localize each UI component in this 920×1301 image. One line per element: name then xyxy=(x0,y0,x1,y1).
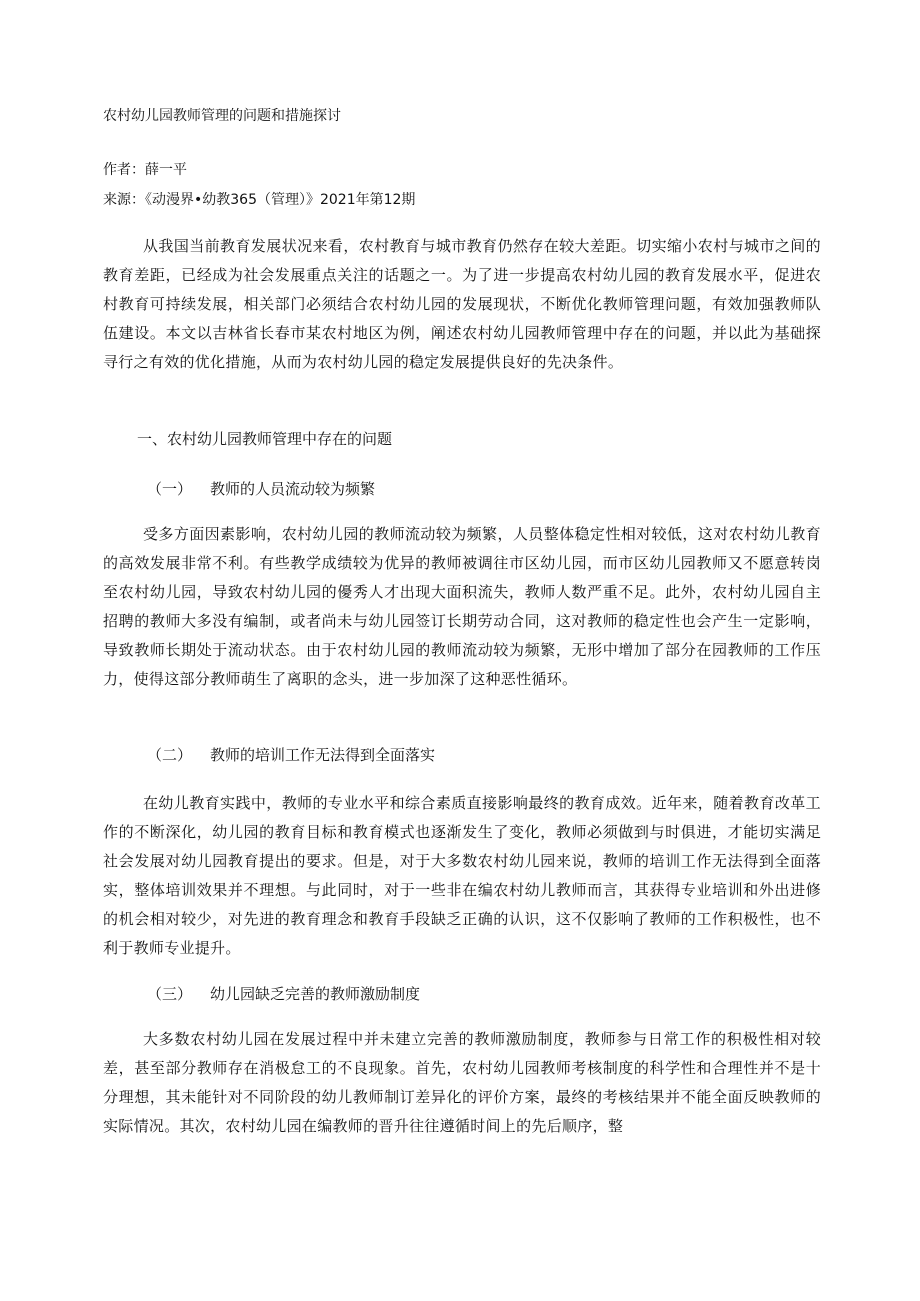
subsection-title: 教师的培训工作无法得到全面落实 xyxy=(210,746,436,764)
body-paragraph: 受多方面因素影响，农村幼儿园的教师流动较为频繁，人员整体稳定性相对较低，这对农村幼儿教育的高效发展非常不利。有些教学成绩较为优异的教师被调往市区幼儿园，而市区幼儿园教师又不愿意转岗至农村幼儿园，导致农村幼儿园的優秀人才出现大面积流失，教师人数严重不足。此外，农村幼儿园自主招聘的教师大多没有编制，或者尚未与幼儿园签订长期劳动合同，这对教师的稳定性也会产生一定影响，导致教师长期处于流动状态。由于农村幼儿园的教师流动较为频繁，无形中增加了部分在园教师的工作压力，使得这部分教师萌生了离职的念头，进一步加深了这种恶性循环。 xyxy=(103,525,821,688)
subsection-number: （一） xyxy=(147,480,193,498)
intro-paragraph: 从我国当前教育发展状况来看，农村教育与城市教育仍然存在较大差距。切实缩小农村与城市之间的教育差距，已经成为社会发展重点关注的话题之一。为了进一步提高农村幼儿园的教育发展水平，促进农村教育可持续发展，相关部门必须结合农村幼儿园的发展现状，不断优化教师管理问题，有效加强教师队伍建设。本文以吉林省长春市某农村地区为例，阐述农村幼儿园教师管理中存在的问题，并以此为基础探寻行之有效的优化措施，从而为农村幼儿园的稳定发展提供良好的先决条件。 xyxy=(103,237,821,371)
body-paragraph: 在幼儿教育实践中，教师的专业水平和综合素质直接影响最终的教育成效。近年来，随着教育改革工作的不断深化，幼儿园的教育目标和教育模式也逐渐发生了变化，教师必须做到与时俱进，才能切实满足社会发展对幼儿园教育提出的要求。但是，对于大多数农村幼儿园来说，教师的培训工作无法得到全面落实，整体培训效果并不理想。与此同时，对于一些非在编农村幼儿教师而言，其获得专业培训和外出进修的机会相对较少，对先进的教育理念和教育手段缺乏正确的认识，这不仅影响了教师的工作积极性，也不利于教师专业提升。 xyxy=(103,794,821,957)
subsection-number: （二） xyxy=(147,746,193,764)
subsection-title: 幼儿园缺乏完善的教师激励制度 xyxy=(210,985,421,1003)
subsection-number: （三） xyxy=(147,985,193,1003)
section-heading: 一、农村幼儿园教师管理中存在的问题 xyxy=(137,430,393,448)
subsection-title: 教师的人员流动较为频繁 xyxy=(210,480,376,498)
source-line: 来源：《动漫界•幼教365（管理）》2021年第12期 xyxy=(103,192,416,208)
subsection-heading-2 xyxy=(147,744,435,766)
body-paragraph: 大多数农村幼儿园在发展过程中并未建立完善的教师激励制度，教师参与日常工作的积极性相对较差，甚至部分教师存在消极怠工的不良现象。首先，农村幼儿园教师考核制度的科学性和合理性并不是十分理想，其未能针对不同阶段的幼儿教师制订差异化的评价方案，最终的考核结果并不能全面反映教师的实际情况。其次，农村幼儿园在编教师的晋升往往遵循时间上的先后顺序，整 xyxy=(103,1030,821,1135)
author-line: 作者：薛一平 xyxy=(103,162,187,178)
subsection-heading-1 xyxy=(147,478,375,500)
subsection-heading-3 xyxy=(147,983,420,1005)
article-title: 农村幼儿园教师管理的问题和措施探讨 xyxy=(103,108,341,124)
